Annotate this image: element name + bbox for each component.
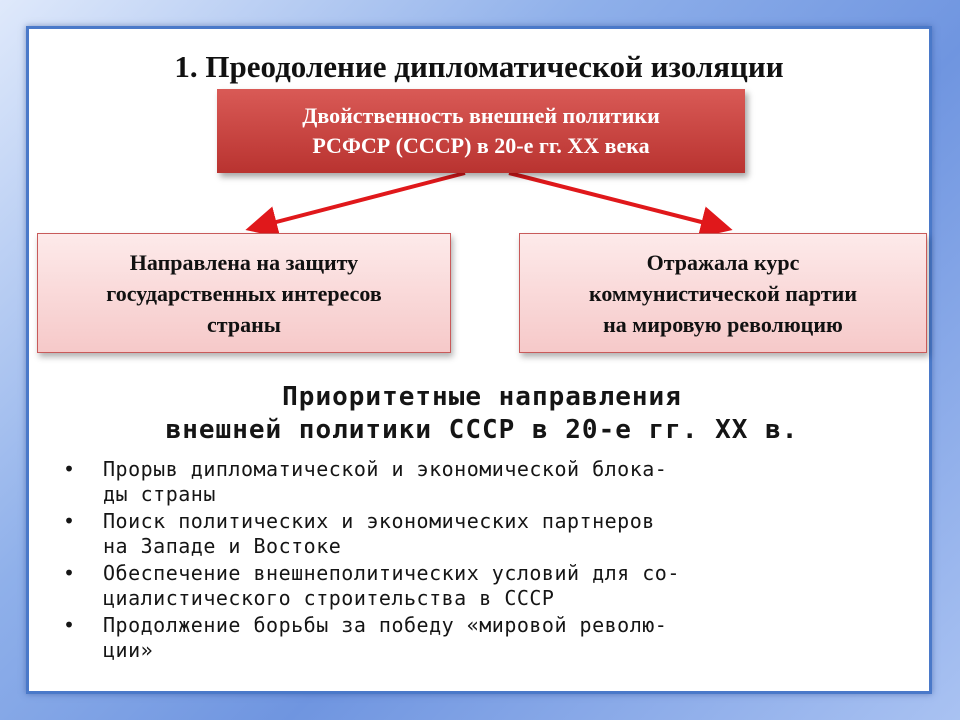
list-item bbox=[57, 457, 907, 507]
list-item bbox=[57, 613, 907, 663]
list-item-line-1: Прорыв дипломатической и экономической блока- bbox=[103, 457, 668, 481]
bullet-icon: • bbox=[63, 457, 76, 481]
list-item-line-2: на Западе и Востоке bbox=[103, 534, 342, 558]
bullet-icon: • bbox=[63, 509, 76, 533]
priorities-section bbox=[57, 359, 907, 689]
list-item-line-1: Продолжение борьбы за победу «мировой револю- bbox=[103, 613, 668, 637]
priorities-heading-line-2: внешней политики СССР в 20-е гг. XX в. bbox=[165, 415, 799, 445]
slide bbox=[26, 26, 932, 694]
list-item-line-2: ды страны bbox=[103, 482, 216, 506]
state-interests-line-3: страны bbox=[207, 311, 281, 337]
state-interests-line-1: Направлена на защиту bbox=[129, 249, 359, 275]
bullet-icon: • bbox=[63, 561, 76, 585]
duality-box bbox=[217, 89, 745, 173]
world-revolution-line-2: коммунистической партии bbox=[588, 280, 858, 306]
list-item-line-2: циалистического строительства в СССР bbox=[103, 586, 555, 610]
list-item-line-2: ции» bbox=[103, 638, 154, 662]
world-revolution-line-3: на мировую революцию bbox=[603, 311, 843, 337]
list-item-line-1: Поиск политических и экономических партнеров bbox=[103, 509, 655, 533]
bullet-icon: • bbox=[63, 613, 76, 637]
duality-line-1: Двойственность внешней политики bbox=[302, 103, 660, 128]
slide-title: 1. Преодоление дипломатической изоляции bbox=[174, 49, 784, 84]
world-revolution-line-1: Отражала курс bbox=[646, 249, 800, 275]
priorities-list bbox=[57, 457, 907, 663]
state-interests-box bbox=[37, 233, 451, 353]
priorities-heading-line-1: Приоритетные направления bbox=[282, 382, 682, 412]
arrow-right bbox=[509, 173, 721, 227]
arrow-left bbox=[257, 173, 465, 227]
state-interests-line-2: государственных интересов bbox=[106, 280, 382, 306]
list-item bbox=[57, 561, 907, 611]
priorities-heading bbox=[57, 381, 907, 447]
duality-line-2: РСФСР (СССР) в 20-е гг. XX века bbox=[312, 133, 650, 158]
list-item bbox=[57, 509, 907, 559]
list-item-line-1: Обеспечение внешнеполитических условий для со- bbox=[103, 561, 680, 585]
world-revolution-box bbox=[519, 233, 927, 353]
